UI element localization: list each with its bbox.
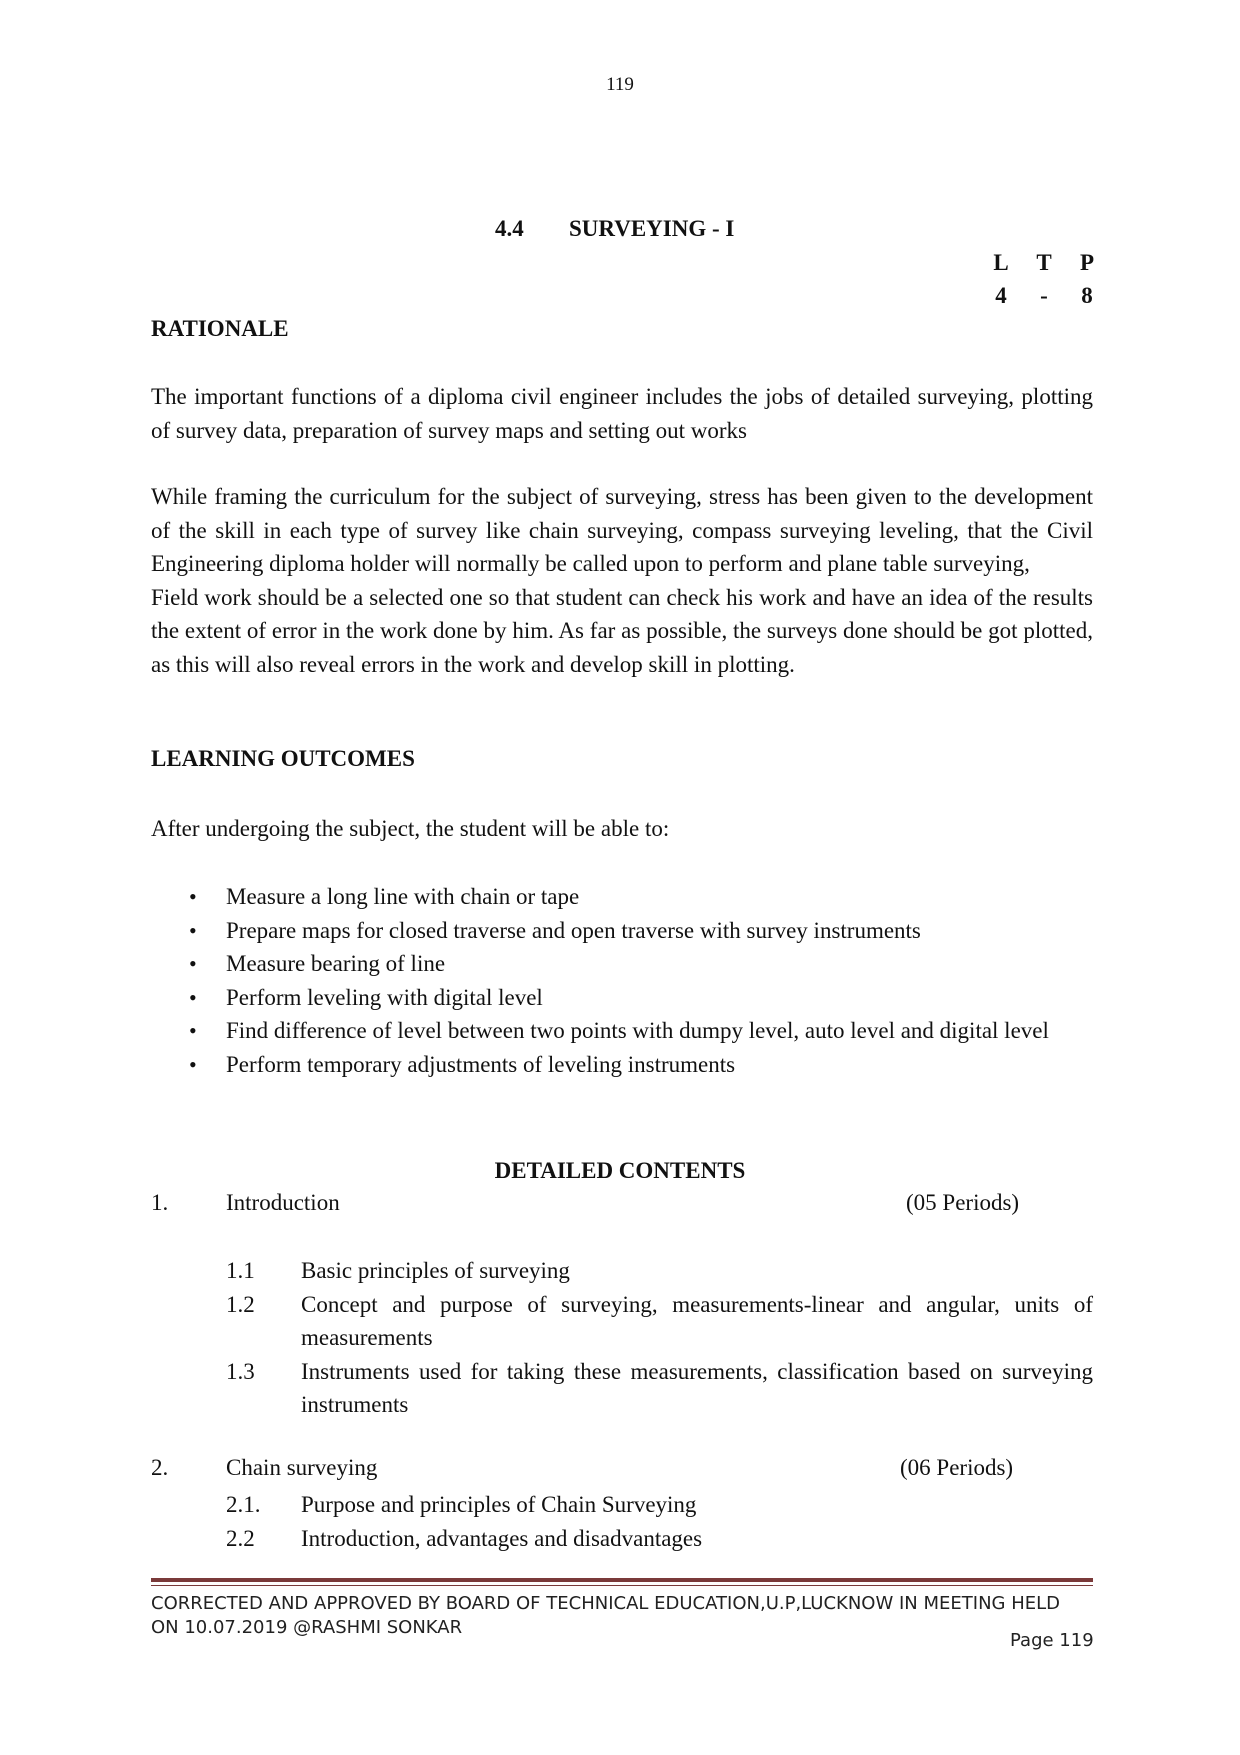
rationale-paragraph-1 — [151, 380, 1093, 447]
topic-text: Basic principles of surveying — [301, 1258, 570, 1283]
rationale-text-2: While framing the curriculum for the subject of surveying, stress has been given to the development of the skill in each type of survey like chain surveying, compass surveying leveling, that the Civil Engineering diploma holder will normally be called upon to perform and plane table surveying, — [151, 484, 1093, 576]
footer-line-1: CORRECTED AND APPROVED BY BOARD OF TECHNICAL EDUCATION,U.P,LUCKNOW IN MEETING HELD — [151, 1593, 1060, 1614]
list-item: • Perform temporary adjustments of leveling instruments — [151, 1048, 1093, 1082]
detailed-contents-heading: DETAILED CONTENTS — [494, 1158, 746, 1183]
course-name: SURVEYING - I — [569, 216, 735, 241]
list-item: • Prepare maps for closed traverse and open traverse with survey instruments — [151, 914, 1093, 948]
footer-divider — [151, 1578, 1093, 1582]
topic-row — [151, 1522, 1093, 1556]
unit-topics — [151, 1254, 1093, 1422]
topic-row — [151, 1288, 1093, 1355]
ltp-header-p: P — [1079, 250, 1095, 275]
topic-number: 2.2 — [226, 1525, 255, 1551]
topic-number: 2.1. — [226, 1492, 261, 1517]
unit-topics — [151, 1488, 1093, 1555]
unit-periods: (05 Periods) — [906, 1190, 1020, 1215]
rationale-text-3: Field work should be a selected one so that student can check his work and have an idea of the results the extent of error in the work done by him. As far as possible, the surveys done should be got plotted, as this will also reveal errors in the work and develop skill in plotting. — [151, 584, 1093, 677]
unit-header — [151, 1190, 1093, 1223]
rationale-heading: RATIONALE — [151, 316, 289, 341]
footer-page-number: Page 119 — [1010, 1630, 1094, 1651]
list-item: • Measure a long line with chain or tape — [151, 880, 1093, 914]
footer-divider-thin — [151, 1585, 1093, 1586]
learning-outcomes-heading: LEARNING OUTCOMES — [151, 746, 415, 771]
unit-title: Introduction — [226, 1190, 340, 1215]
footer-line-2: ON 10.07.2019 @RASHMI SONKAR — [151, 1617, 463, 1638]
rationale-text-1: The important functions of a diploma civil engineer includes the jobs of detailed surveying, plotting of survey data, preparation of survey maps and setting out works — [151, 384, 1093, 443]
footer-text — [151, 1592, 1093, 1640]
page-number-top: 119 — [606, 74, 634, 95]
list-item: • Find difference of level between two points with dumpy level, auto level and digital level — [151, 1014, 1093, 1048]
topic-row — [151, 1488, 1093, 1522]
topic-text: Introduction, advantages and disadvantages — [301, 1525, 703, 1551]
rationale-paragraph-2 — [151, 480, 1093, 681]
ltp-header-l: L — [993, 250, 1009, 275]
learning-outcomes-intro: After undergoing the subject, the student will be able to: — [151, 816, 670, 841]
unit-number: 1. — [151, 1190, 169, 1215]
ltp-value-p: 8 — [1081, 283, 1093, 308]
unit-periods: (06 Periods) — [900, 1455, 1014, 1480]
learning-outcomes-list — [151, 880, 1093, 1081]
unit-number: 2. — [151, 1455, 169, 1480]
topic-text: Concept and purpose of surveying, measurements-linear and angular, units of measurements — [301, 1291, 1093, 1350]
topic-row — [151, 1254, 1093, 1288]
topic-number: 1.1 — [226, 1258, 255, 1283]
list-item: • Measure bearing of line — [151, 947, 1093, 981]
course-number: 4.4 — [495, 216, 524, 241]
topic-number: 1.2 — [226, 1291, 255, 1317]
topic-text: Purpose and principles of Chain Surveying — [301, 1492, 697, 1517]
unit-header — [151, 1455, 1093, 1488]
topic-row — [151, 1355, 1093, 1422]
list-item: • Perform leveling with digital level — [151, 981, 1093, 1015]
unit-title: Chain surveying — [226, 1455, 378, 1480]
course-title — [495, 216, 734, 242]
ltp-value-t: - — [1040, 283, 1048, 308]
ltp-value-l: 4 — [995, 283, 1007, 308]
ltp-header-t: T — [1036, 250, 1052, 275]
topic-text: Instruments used for taking these measurements, classification based on surveying instruments — [301, 1358, 1093, 1417]
topic-number: 1.3 — [226, 1358, 255, 1384]
